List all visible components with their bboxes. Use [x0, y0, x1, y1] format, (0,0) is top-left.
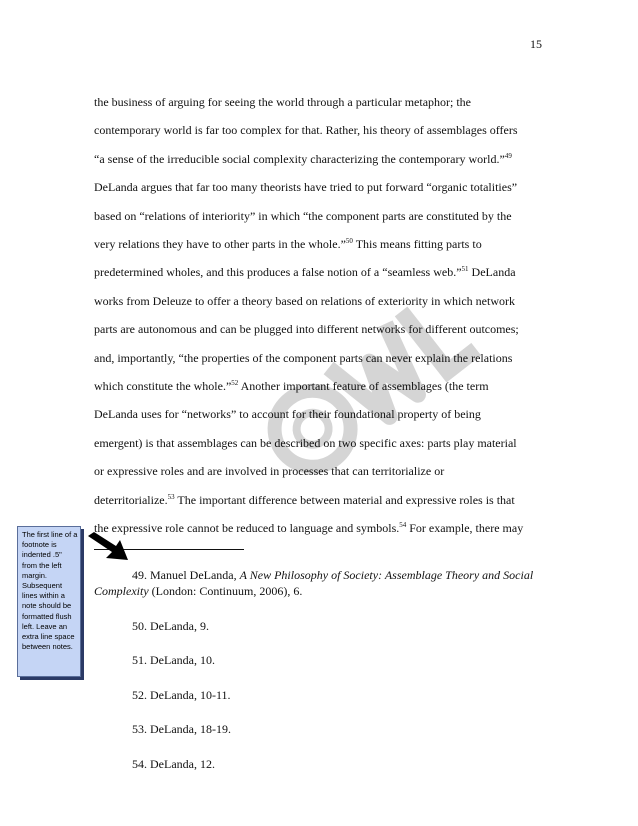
- body-text-run: based on “relations of interiority” in which “the component parts are constituted by the: [94, 208, 512, 223]
- body-text-run: parts are autonomous and can be plugged into different networks for different outcomes;: [94, 322, 519, 337]
- body-line: [94, 145, 542, 173]
- body-paragraph: [94, 88, 542, 543]
- body-line: [94, 88, 542, 116]
- arrow-icon: [86, 532, 130, 562]
- footnote-reference: 51: [461, 265, 469, 274]
- body-text-run: This means fitting parts to: [352, 237, 482, 252]
- body-text-run: The important difference between material and expressive roles is that: [174, 492, 515, 507]
- footnote-50: 50. DeLanda, 9.: [132, 618, 209, 633]
- body-text-run: “a sense of the irreducible social complexity characterizing the contemporary world.”: [94, 151, 505, 166]
- body-line: [94, 116, 542, 144]
- body-line: [94, 514, 542, 542]
- body-line: [94, 230, 542, 258]
- body-line: [94, 400, 542, 428]
- body-text-run: or expressive roles and are involved in processes that can territorialize or: [94, 464, 445, 479]
- body-text-run: and, importantly, “the properties of the component parts can never explain the relations: [94, 350, 513, 365]
- body-text-run: DeLanda argues that far too many theorists have tried to put forward “organic totalities”: [94, 180, 518, 195]
- body-text-run: predetermined wholes, and this produces a false notion of a “seamless web.”: [94, 265, 462, 280]
- body-line: [94, 202, 542, 230]
- body-line: [94, 173, 542, 201]
- body-text-run: emergent) is that assemblages can be described on two specific axes: parts play material: [94, 435, 517, 450]
- body-text-run: which constitute the whole.”: [94, 379, 232, 394]
- body-line: [94, 287, 542, 315]
- footnotes: [94, 567, 542, 790]
- body-text-run: DeLanda uses for “networks” to account for their foundational property of being: [94, 407, 481, 422]
- body-text-run: contemporary world is far too complex for that. Rather, his theory of assemblages offers: [94, 123, 518, 138]
- body-text-run: For example, there may: [406, 521, 524, 536]
- footnote-reference: 52: [231, 379, 239, 388]
- body-text-run: the expressive role cannot be reduced to language and symbols.: [94, 521, 400, 536]
- body-line: [94, 429, 542, 457]
- footnote-reference: 49: [504, 151, 512, 160]
- footnote-49-number: 49.: [132, 568, 147, 582]
- footnote-49: [94, 567, 542, 599]
- footnote-49-title: A New Philosophy of Society: Assemblage Theory and Social Complexity: [94, 568, 534, 598]
- body-line: [94, 486, 542, 514]
- footnote-53: 53. DeLanda, 18-19.: [132, 722, 231, 736]
- footnote-49-author: Manuel DeLanda,: [150, 568, 237, 582]
- footnote-reference: 53: [167, 492, 175, 501]
- page-number: 15: [530, 37, 542, 51]
- footnote-54: 54. DeLanda, 12.: [132, 756, 215, 771]
- footnote-reference: 50: [345, 237, 353, 246]
- body-line: [94, 315, 542, 343]
- body-text-run: Another important feature of assemblages (the term: [238, 379, 489, 394]
- body-text-run: very relations they have to other parts in the whole.”: [94, 237, 346, 252]
- body-text-run: deterritorialize.: [94, 492, 168, 507]
- footnote-callout-note: The first line of a footnote is indented .5" from the left margin. Subsequent lines within a note should be formatted flush left. Leave an extra line space between notes.: [17, 526, 81, 677]
- footnote-reference: 54: [399, 521, 407, 530]
- footnote-51: 51. DeLanda, 10.: [132, 653, 215, 667]
- body-line: [94, 344, 542, 372]
- body-line: [94, 258, 542, 286]
- body-line: [94, 372, 542, 400]
- body-text-run: the business of arguing for seeing the world through a particular metaphor; the: [94, 95, 472, 109]
- footnote-52: 52. DeLanda, 10-11.: [132, 687, 231, 702]
- body-text-run: works from Deleuze to offer a theory based on relations of exteriority in which network: [94, 293, 515, 308]
- body-text-run: DeLanda: [468, 265, 516, 280]
- footnote-49-publication: (London: Continuum, 2006), 6.: [151, 584, 303, 598]
- body-line: [94, 457, 542, 485]
